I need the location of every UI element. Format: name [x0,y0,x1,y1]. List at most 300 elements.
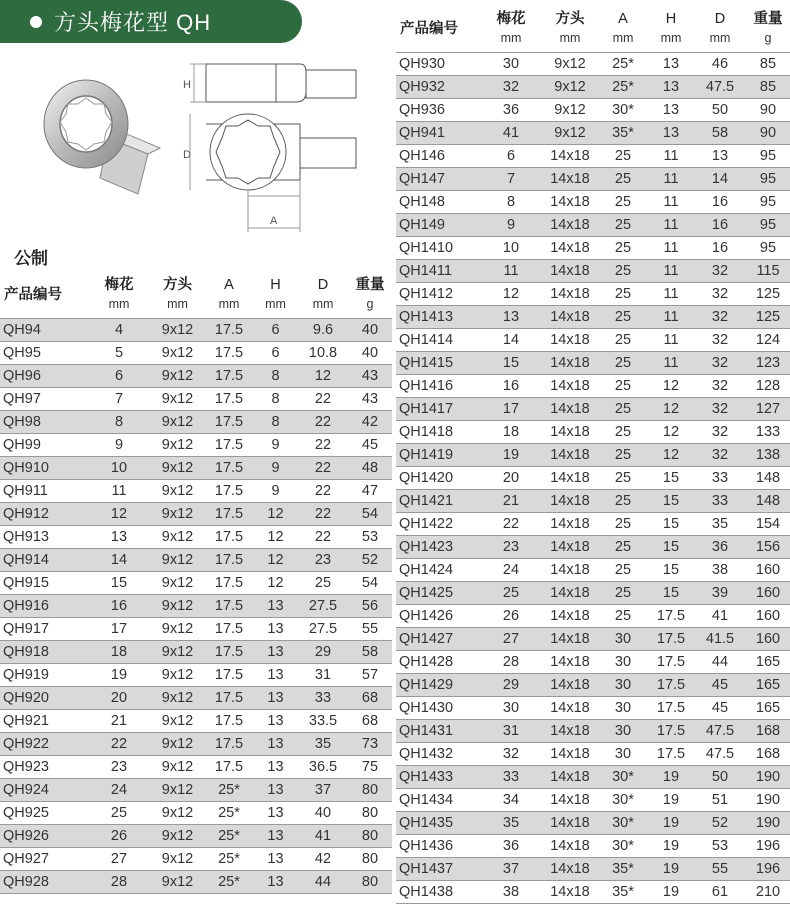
cell-a: 30* [598,834,648,857]
cell-a: 25 [598,581,648,604]
cell-weight: 73 [348,732,392,755]
cell-h: 12 [648,397,694,420]
cell-code: QH914 [0,548,88,571]
cell-d: 52 [694,811,746,834]
cell-ring-size: 32 [480,75,542,98]
cell-a: 25 [598,144,648,167]
cell-square-drive: 9x12 [150,640,205,663]
cell-ring-size: 28 [480,650,542,673]
cell-h: 11 [648,236,694,259]
cell-weight: 165 [746,673,790,696]
cell-h: 19 [648,811,694,834]
cell-d: 33.5 [298,709,348,732]
cell-square-drive: 9x12 [150,709,205,732]
cell-h: 13 [648,52,694,75]
cell-square-drive: 14x18 [542,535,598,558]
cell-weight: 40 [348,341,392,364]
cell-d: 9.6 [298,318,348,341]
cell-ring-size: 18 [88,640,150,663]
cell-h: 13 [253,801,298,824]
cell-d: 22 [298,456,348,479]
cell-weight: 133 [746,420,790,443]
table-row [0,410,392,433]
cell-a: 17.5 [205,502,253,525]
cell-square-drive: 14x18 [542,880,598,903]
cell-h: 6 [253,318,298,341]
cell-ring-size: 19 [88,663,150,686]
cell-weight: 125 [746,282,790,305]
cell-ring-size: 23 [480,535,542,558]
cell-square-drive: 14x18 [542,351,598,374]
cell-weight: 95 [746,213,790,236]
cell-code: QH928 [0,870,88,893]
cell-ring-size: 22 [480,512,542,535]
cell-square-drive: 9x12 [150,663,205,686]
cell-code: QH1415 [396,351,480,374]
cell-h: 11 [648,282,694,305]
cell-a: 35* [598,121,648,144]
table-row [396,834,790,857]
cell-h: 8 [253,410,298,433]
cell-square-drive: 9x12 [150,686,205,709]
cell-ring-size: 4 [88,318,150,341]
cell-h: 15 [648,489,694,512]
cell-square-drive: 14x18 [542,167,598,190]
cell-ring-size: 20 [88,686,150,709]
cell-code: QH941 [396,121,480,144]
cell-code: QH927 [0,847,88,870]
cell-weight: 156 [746,535,790,558]
cell-code: QH920 [0,686,88,709]
table-row [396,466,790,489]
cell-ring-size: 17 [88,617,150,640]
cell-square-drive: 14x18 [542,696,598,719]
cell-a: 17.5 [205,410,253,433]
cell-code: QH1430 [396,696,480,719]
table-header-row [0,270,392,318]
cell-ring-size: 27 [480,627,542,650]
cell-d: 44 [298,870,348,893]
cell-h: 13 [648,121,694,144]
cell-weight: 40 [348,318,392,341]
cell-ring-size: 12 [88,502,150,525]
cell-square-drive: 14x18 [542,282,598,305]
table-row [396,259,790,282]
cell-h: 12 [648,443,694,466]
cell-h: 9 [253,433,298,456]
table-row [396,98,790,121]
cell-a: 25 [598,604,648,627]
cell-square-drive: 14x18 [542,742,598,765]
table-row [396,489,790,512]
cell-ring-size: 34 [480,788,542,811]
cell-square-drive: 14x18 [542,144,598,167]
cell-square-drive: 9x12 [150,847,205,870]
page-title: 方头梅花型 QH [54,10,212,35]
cell-code: QH921 [0,709,88,732]
cell-code: QH146 [396,144,480,167]
cell-a: 17.5 [205,341,253,364]
table-row [396,374,790,397]
cell-d: 44 [694,650,746,673]
cell-weight: 123 [746,351,790,374]
table-row [396,443,790,466]
cell-weight: 160 [746,558,790,581]
cell-ring-size: 26 [88,824,150,847]
cell-square-drive: 9x12 [542,98,598,121]
cell-h: 13 [253,594,298,617]
cell-code: QH917 [0,617,88,640]
cell-square-drive: 14x18 [542,512,598,535]
bullet-dot-icon [30,16,42,28]
cell-a: 25* [205,847,253,870]
cell-a: 17.5 [205,364,253,387]
cell-a: 25 [598,535,648,558]
cell-a: 17.5 [205,594,253,617]
cell-square-drive: 14x18 [542,558,598,581]
table-row [0,663,392,686]
cell-weight: 57 [348,663,392,686]
cell-weight: 196 [746,834,790,857]
cell-square-drive: 14x18 [542,374,598,397]
cell-d: 51 [694,788,746,811]
cell-d: 22 [298,525,348,548]
cell-a: 25 [598,397,648,420]
cell-d: 35 [298,732,348,755]
table-row [0,870,392,893]
cell-a: 17.5 [205,617,253,640]
cell-code: QH1434 [396,788,480,811]
cell-d: 27.5 [298,617,348,640]
cell-square-drive: 9x12 [150,755,205,778]
cell-a: 25 [598,512,648,535]
cell-square-drive: 9x12 [542,52,598,75]
cell-weight: 68 [348,709,392,732]
col-header-code: 产品编号 [0,270,88,318]
table-row [396,857,790,880]
cell-code: QH925 [0,801,88,824]
cell-ring-size: 28 [88,870,150,893]
cell-weight: 154 [746,512,790,535]
table-row [0,594,392,617]
cell-code: QH912 [0,502,88,525]
cell-weight: 127 [746,397,790,420]
title-badge [0,0,302,43]
cell-square-drive: 14x18 [542,604,598,627]
cell-code: QH916 [0,594,88,617]
cell-ring-size: 21 [88,709,150,732]
cell-weight: 95 [746,236,790,259]
side-view-drawing [190,64,356,102]
cell-square-drive: 14x18 [542,443,598,466]
table-row [396,627,790,650]
cell-code: QH1412 [396,282,480,305]
cell-a: 30 [598,719,648,742]
cell-d: 32 [694,305,746,328]
cell-code: QH1427 [396,627,480,650]
cell-d: 47.5 [694,719,746,742]
cell-a: 25 [598,351,648,374]
cell-ring-size: 19 [480,443,542,466]
cell-weight: 125 [746,305,790,328]
table-row [396,213,790,236]
cell-h: 13 [253,663,298,686]
cell-square-drive: 14x18 [542,466,598,489]
table-row [396,581,790,604]
cell-weight: 95 [746,190,790,213]
table-row [0,548,392,571]
cell-weight: 196 [746,857,790,880]
cell-ring-size: 30 [480,696,542,719]
cell-a: 17.5 [205,479,253,502]
cell-d: 53 [694,834,746,857]
cell-d: 31 [298,663,348,686]
cell-weight: 115 [746,259,790,282]
cell-weight: 75 [348,755,392,778]
cell-h: 11 [648,305,694,328]
cell-square-drive: 14x18 [542,719,598,742]
table-row [0,617,392,640]
cell-h: 11 [648,213,694,236]
cell-a: 25 [598,190,648,213]
cell-code: QH1426 [396,604,480,627]
table-row [396,351,790,374]
cell-a: 17.5 [205,686,253,709]
table-row [396,742,790,765]
cell-weight: 128 [746,374,790,397]
cell-weight: 56 [348,594,392,617]
cell-d: 46 [694,52,746,75]
cell-square-drive: 9x12 [150,341,205,364]
cell-h: 13 [253,617,298,640]
cell-square-drive: 14x18 [542,259,598,282]
cell-h: 15 [648,466,694,489]
cell-weight: 160 [746,581,790,604]
cell-h: 9 [253,456,298,479]
cell-d: 41 [694,604,746,627]
cell-weight: 80 [348,870,392,893]
cell-code: QH1410 [396,236,480,259]
table-row [0,686,392,709]
cell-d: 45 [694,696,746,719]
cell-h: 17.5 [648,627,694,650]
cell-code: QH97 [0,387,88,410]
cell-d: 37 [298,778,348,801]
cell-ring-size: 11 [480,259,542,282]
table-row [396,236,790,259]
cell-weight: 165 [746,650,790,673]
cell-weight: 47 [348,479,392,502]
cell-h: 15 [648,558,694,581]
cell-h: 19 [648,880,694,903]
cell-d: 40 [298,801,348,824]
cell-ring-size: 10 [480,236,542,259]
cell-weight: 95 [746,167,790,190]
col-header-weight: 重量 g [348,270,392,318]
table-row [396,282,790,305]
cell-a: 30 [598,742,648,765]
cell-weight: 90 [746,98,790,121]
cell-ring-size: 36 [480,834,542,857]
table-row [396,604,790,627]
table-row [396,305,790,328]
cell-d: 32 [694,420,746,443]
cell-code: QH922 [0,732,88,755]
table-row [396,719,790,742]
table-row [0,755,392,778]
cell-code: QH94 [0,318,88,341]
cell-d: 32 [694,443,746,466]
cell-d: 41.5 [694,627,746,650]
cell-weight: 85 [746,75,790,98]
cell-a: 17.5 [205,755,253,778]
table-header-row [396,4,790,52]
cell-weight: 168 [746,742,790,765]
cell-a: 25 [598,466,648,489]
cell-h: 12 [648,374,694,397]
cell-h: 15 [648,535,694,558]
cell-ring-size: 25 [88,801,150,824]
cell-weight: 54 [348,502,392,525]
cell-a: 17.5 [205,732,253,755]
cell-square-drive: 14x18 [542,673,598,696]
cell-ring-size: 7 [480,167,542,190]
table-row [0,709,392,732]
table-row [396,696,790,719]
cell-square-drive: 9x12 [150,502,205,525]
cell-code: QH919 [0,663,88,686]
cell-code: QH149 [396,213,480,236]
table-row [396,880,790,903]
col-header-h: H mm [648,4,694,52]
cell-a: 30* [598,765,648,788]
cell-a: 25 [598,489,648,512]
cell-h: 11 [648,144,694,167]
cell-h: 12 [253,548,298,571]
cell-square-drive: 9x12 [150,571,205,594]
cell-d: 27.5 [298,594,348,617]
spec-table-right [396,4,790,904]
cell-a: 25 [598,282,648,305]
cell-d: 50 [694,98,746,121]
cell-code: QH918 [0,640,88,663]
cell-square-drive: 14x18 [542,190,598,213]
cell-weight: 42 [348,410,392,433]
cell-weight: 165 [746,696,790,719]
cell-weight: 55 [348,617,392,640]
cell-weight: 160 [746,627,790,650]
cell-code: QH1411 [396,259,480,282]
cell-a: 30 [598,627,648,650]
cell-square-drive: 9x12 [150,479,205,502]
cell-ring-size: 16 [480,374,542,397]
cell-a: 30* [598,98,648,121]
cell-a: 17.5 [205,387,253,410]
cell-square-drive: 14x18 [542,305,598,328]
dim-d-label: D [183,149,191,161]
cell-a: 17.5 [205,548,253,571]
cell-ring-size: 8 [480,190,542,213]
cell-h: 13 [253,640,298,663]
cell-weight: 58 [348,640,392,663]
table-row [0,502,392,525]
cell-square-drive: 14x18 [542,834,598,857]
cell-weight: 68 [348,686,392,709]
cell-d: 38 [694,558,746,581]
cell-code: QH1418 [396,420,480,443]
cell-weight: 53 [348,525,392,548]
col-header-square: 方头 mm [150,270,205,318]
table-row [396,328,790,351]
cell-d: 13 [694,144,746,167]
cell-a: 30 [598,650,648,673]
cell-h: 9 [253,479,298,502]
cell-square-drive: 9x12 [150,525,205,548]
col-header-a: A mm [598,4,648,52]
cell-h: 19 [648,857,694,880]
cell-d: 23 [298,548,348,571]
cell-d: 32 [694,328,746,351]
cell-code: QH1423 [396,535,480,558]
cell-d: 29 [298,640,348,663]
cell-square-drive: 9x12 [150,801,205,824]
cell-weight: 190 [746,765,790,788]
cell-square-drive: 9x12 [150,732,205,755]
table-row [396,788,790,811]
cell-code: QH1421 [396,489,480,512]
col-header-d: D mm [694,4,746,52]
cell-ring-size: 24 [480,558,542,581]
cell-weight: 43 [348,364,392,387]
cell-d: 33 [694,466,746,489]
table-row [396,52,790,75]
table-row [396,765,790,788]
cell-square-drive: 9x12 [150,594,205,617]
cell-code: QH930 [396,52,480,75]
cell-h: 13 [253,824,298,847]
cell-a: 17.5 [205,663,253,686]
cell-ring-size: 9 [480,213,542,236]
cell-a: 25 [598,443,648,466]
col-header-ring: 梅花 mm [88,270,150,318]
cell-d: 33 [298,686,348,709]
cell-ring-size: 35 [480,811,542,834]
table-row [0,732,392,755]
cell-h: 11 [648,351,694,374]
cell-h: 12 [648,420,694,443]
cell-a: 17.5 [205,640,253,663]
cell-ring-size: 15 [88,571,150,594]
table-row [396,190,790,213]
cell-ring-size: 21 [480,489,542,512]
cell-a: 25 [598,259,648,282]
col-header-ring: 梅花 mm [480,4,542,52]
cell-weight: 85 [746,52,790,75]
cell-ring-size: 9 [88,433,150,456]
cell-code: QH1419 [396,443,480,466]
cell-ring-size: 29 [480,673,542,696]
cell-a: 25 [598,305,648,328]
cell-ring-size: 18 [480,420,542,443]
cell-weight: 80 [348,824,392,847]
cell-square-drive: 9x12 [150,617,205,640]
cell-square-drive: 9x12 [150,410,205,433]
cell-weight: 80 [348,801,392,824]
table-row [396,535,790,558]
dim-h-label: H [183,79,191,91]
cell-h: 13 [253,778,298,801]
cell-code: QH1424 [396,558,480,581]
